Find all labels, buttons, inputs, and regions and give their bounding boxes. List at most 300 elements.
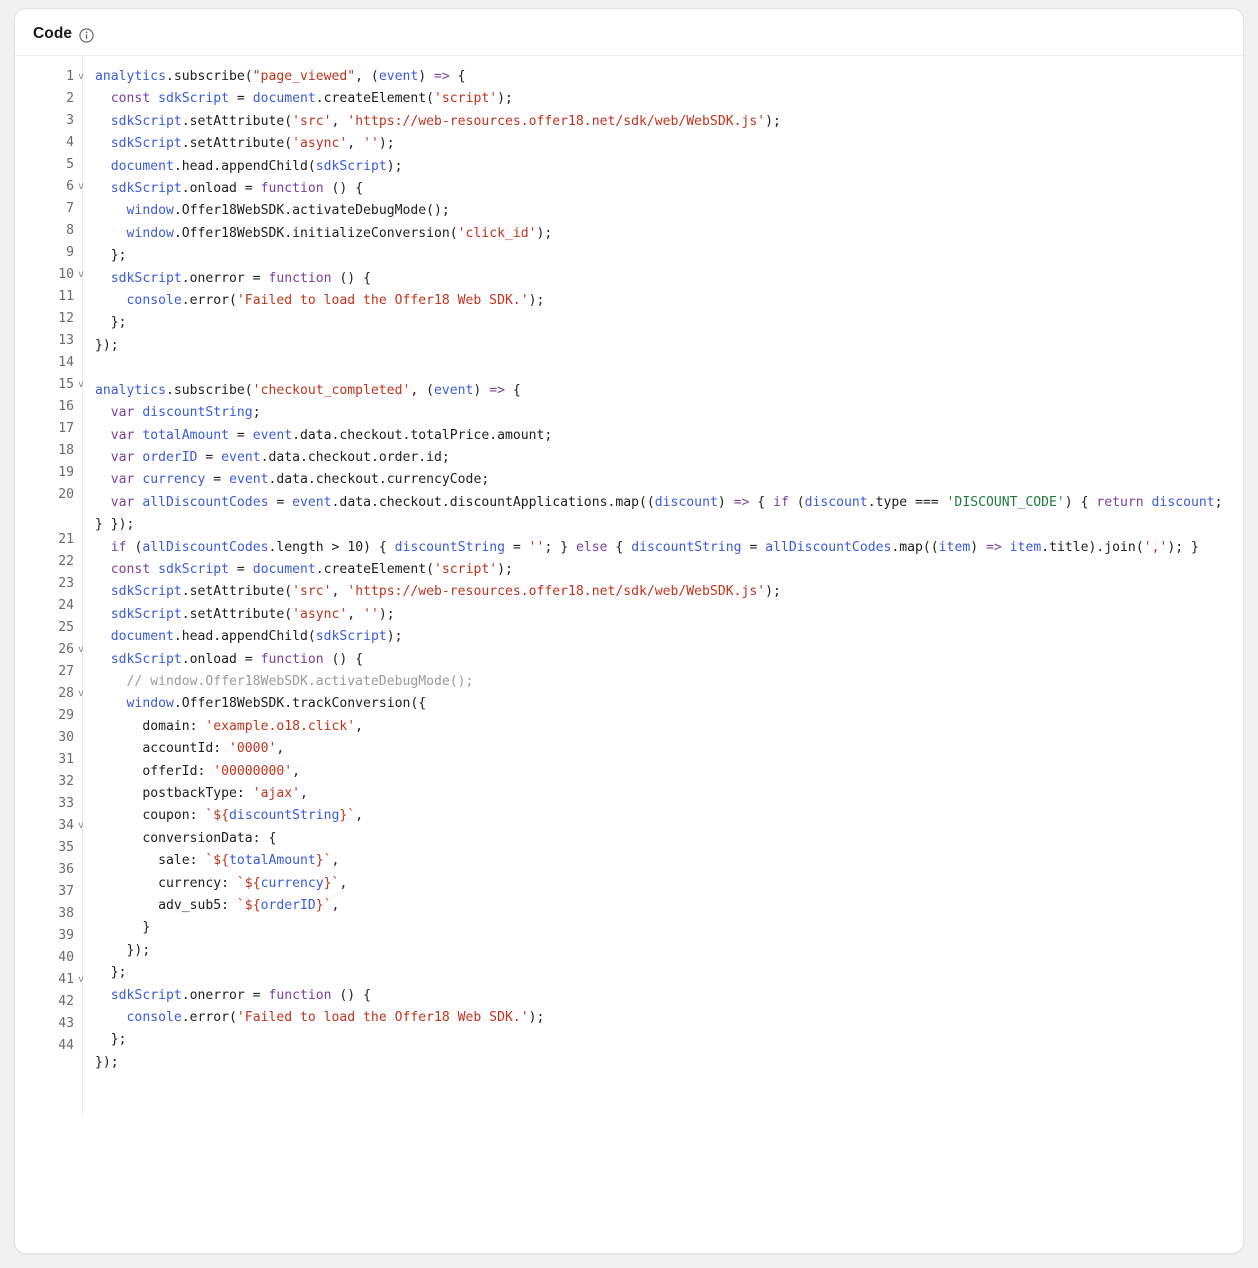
code-token: "page_viewed" xyxy=(252,69,356,84)
code-token: ); xyxy=(497,91,513,107)
code-token: => xyxy=(434,69,450,84)
page-title: Code xyxy=(33,25,73,42)
code-token: function xyxy=(260,181,324,197)
code-line xyxy=(95,716,1231,738)
code-token: 'src' xyxy=(292,113,332,129)
code-token: () { xyxy=(331,270,371,286)
code-line xyxy=(95,447,1231,469)
code-token: sdkScript xyxy=(315,158,387,174)
code-token: '' xyxy=(528,539,545,555)
line-number: 25 xyxy=(58,620,74,635)
code-line xyxy=(95,380,1231,402)
code-token: , xyxy=(331,113,348,129)
line-number: 13 xyxy=(58,333,74,348)
code-line xyxy=(95,492,1231,537)
code-token: 'script' xyxy=(434,91,498,107)
code-token xyxy=(1144,495,1152,510)
code-token: '' xyxy=(363,606,379,622)
code-token: var xyxy=(110,472,135,488)
code-token: if xyxy=(110,539,127,555)
code-token: .subscribe( xyxy=(165,69,253,84)
code-token: 'example.o18.click' xyxy=(205,718,356,734)
line-number: 26 v xyxy=(15,639,82,661)
code-line xyxy=(95,783,1231,805)
code-token: '' xyxy=(363,136,379,152)
code-token xyxy=(95,629,111,644)
code-token: 'checkout_completed' xyxy=(252,382,411,398)
code-token: 'click_id' xyxy=(457,225,537,241)
code-token xyxy=(95,226,127,241)
line-number: 8 xyxy=(66,223,74,238)
code-token: = xyxy=(229,561,253,577)
code-token: .error( xyxy=(181,293,237,309)
code-token: => xyxy=(986,539,1002,555)
code-token: .data.checkout.discountApplications.map(( xyxy=(331,494,655,510)
code-token: }` xyxy=(315,898,332,914)
code-token: ); xyxy=(378,136,395,152)
code-line xyxy=(95,828,1231,850)
code-token: .data.checkout.totalPrice.amount; xyxy=(292,427,553,443)
code-line xyxy=(95,223,1231,245)
code-line xyxy=(95,604,1231,626)
code-token: discount xyxy=(804,494,868,510)
code-token: , xyxy=(276,741,285,757)
code-token: sdkScript xyxy=(158,91,230,107)
code-token: window xyxy=(126,225,174,241)
code-line xyxy=(95,133,1231,155)
code-token: 'async' xyxy=(292,606,348,622)
code-token: , xyxy=(331,584,348,600)
code-token: `${ xyxy=(236,898,261,914)
code-line xyxy=(95,649,1231,671)
code-token: => xyxy=(733,494,750,510)
code-token: = xyxy=(505,539,529,555)
code-line xyxy=(95,66,1231,88)
code-token: sdkScript xyxy=(110,584,182,600)
code-line xyxy=(95,425,1231,447)
code-token: allDiscountCodes xyxy=(765,539,892,555)
line-number: 22 xyxy=(58,554,74,569)
line-number: 21 xyxy=(58,532,74,547)
code-token: else xyxy=(575,539,608,555)
code-token: }; xyxy=(95,965,127,981)
line-number: 27 xyxy=(58,664,74,679)
code-token: discountString xyxy=(631,539,742,555)
code-line xyxy=(95,1052,1231,1074)
code-token: => xyxy=(489,382,505,398)
code-token: discount xyxy=(654,494,718,510)
code-token: .data.checkout.order.id; xyxy=(260,449,450,465)
line-number: 18 xyxy=(58,443,74,458)
code-token: console xyxy=(126,1010,182,1026)
code-token: = xyxy=(741,539,766,555)
code-line xyxy=(95,537,1231,559)
line-number: 24 xyxy=(58,598,74,613)
code-token: event xyxy=(378,69,419,84)
code-token: ( xyxy=(788,494,805,510)
line-number: 3 xyxy=(66,113,74,128)
chevron-down-icon[interactable]: v xyxy=(77,644,84,655)
code-token xyxy=(95,540,111,555)
code-token: 'Failed to load the Offer18 Web SDK.' xyxy=(236,293,529,309)
code-line xyxy=(95,156,1231,178)
code-token: 'ajax' xyxy=(252,786,300,801)
code-token: analytics xyxy=(95,69,166,84)
code-token: () { xyxy=(323,651,364,667)
code-token: function xyxy=(260,651,324,667)
code-token: const xyxy=(110,561,151,577)
code-token: .head.appendChild( xyxy=(173,629,316,645)
code-line xyxy=(95,895,1231,917)
code-token: .setAttribute( xyxy=(181,113,293,129)
code-token: discountString xyxy=(142,405,253,421)
code-token: ; xyxy=(252,405,261,421)
code-token: }); xyxy=(95,942,151,958)
line-number: 10 v xyxy=(15,264,82,286)
chevron-down-icon[interactable]: v xyxy=(77,181,84,192)
code-token: `${ xyxy=(236,875,261,891)
code-token: .setAttribute( xyxy=(181,584,293,600)
code-token: ); xyxy=(386,629,403,645)
code-token: () { xyxy=(331,987,371,1003)
line-number: 36 xyxy=(58,862,74,877)
code-token: event xyxy=(221,449,261,465)
code-token: = xyxy=(268,494,293,510)
code-token: ); xyxy=(378,606,395,622)
code-token: .onerror = xyxy=(181,270,269,286)
code-token: .type === xyxy=(867,494,947,510)
code-line xyxy=(95,245,1231,267)
code-token: }` xyxy=(315,853,332,869)
code-token: sdkScript xyxy=(315,629,387,645)
code-token: , xyxy=(347,606,364,622)
line-number: 39 xyxy=(58,928,74,943)
code-token: offerId: xyxy=(95,763,214,779)
code-token xyxy=(150,91,158,106)
code-token: analytics xyxy=(95,382,166,398)
code-token: ; } }); xyxy=(95,494,1231,533)
code-token: 'script' xyxy=(434,561,498,577)
code-token: orderID xyxy=(260,898,316,914)
code-line xyxy=(95,671,1231,693)
code-line xyxy=(95,940,1231,962)
code-token: }; xyxy=(95,248,127,264)
line-number: 2 xyxy=(66,91,74,106)
code-token: orderID xyxy=(142,449,198,465)
code-token: ',' xyxy=(1143,539,1168,555)
code-token: .onload = xyxy=(181,651,261,667)
code-token: sdkScript xyxy=(110,270,182,286)
code-token xyxy=(95,181,111,196)
code-token: currency xyxy=(142,472,206,488)
code-token: sdkScript xyxy=(158,561,230,577)
code-token: sdkScript xyxy=(110,987,182,1003)
code-token xyxy=(95,696,127,711)
code-token: event xyxy=(229,472,269,488)
code-token: sdkScript xyxy=(110,606,182,622)
line-number: 28 v xyxy=(15,683,82,705)
chevron-down-icon[interactable]: v xyxy=(77,974,84,985)
line-number: 37 xyxy=(58,884,74,899)
code-token: discountString xyxy=(229,808,340,824)
line-number: 30 xyxy=(58,730,74,745)
code-token: }; xyxy=(95,315,127,331)
line-number: 4 xyxy=(66,135,74,150)
code-token: sdkScript xyxy=(110,113,182,129)
code-token: .onerror = xyxy=(181,987,269,1003)
code-token: currency xyxy=(260,875,324,891)
code-line xyxy=(95,111,1231,133)
line-number: 31 xyxy=(58,752,74,767)
code-line xyxy=(95,559,1231,581)
line-number: 40 xyxy=(58,950,74,965)
code-token: `${ xyxy=(205,808,230,824)
code-token: .Offer18WebSDK.trackConversion({ xyxy=(173,696,427,712)
chevron-down-icon[interactable]: v xyxy=(77,688,84,699)
code-token: ) xyxy=(970,539,986,555)
line-number: 15 v xyxy=(15,374,82,396)
code-token: }); xyxy=(95,337,119,353)
code-token: .head.appendChild( xyxy=(173,158,316,174)
line-number: 41 v xyxy=(15,969,82,991)
code-token: sdkScript xyxy=(110,651,182,667)
code-token xyxy=(150,562,158,577)
code-token: // window.Offer18WebSDK.activateDebugMode(); xyxy=(126,673,474,689)
code-token: }` xyxy=(323,875,340,891)
code-token: , xyxy=(331,853,340,869)
code-line xyxy=(95,873,1231,895)
code-token: }); xyxy=(95,1054,119,1070)
code-token: 'src' xyxy=(292,584,332,600)
code-token xyxy=(95,203,127,218)
code-token: .setAttribute( xyxy=(181,136,293,152)
code-content[interactable] xyxy=(83,56,1243,1114)
code-token: ) xyxy=(418,69,435,84)
line-number: 43 xyxy=(58,1016,74,1031)
code-token xyxy=(95,674,127,689)
line-number: 23 xyxy=(58,576,74,591)
code-line xyxy=(95,985,1231,1007)
code-token: var xyxy=(110,427,135,443)
code-token: .map(( xyxy=(891,539,939,555)
code-token: .setAttribute( xyxy=(181,606,293,622)
code-token: .title).join( xyxy=(1041,539,1144,555)
code-token: sale: xyxy=(95,853,206,869)
code-token xyxy=(95,136,111,151)
code-token: window xyxy=(126,696,174,712)
code-token: { xyxy=(749,494,774,510)
line-number: 1 v xyxy=(15,66,82,88)
code-token: conversionData: { xyxy=(95,830,277,846)
code-token: }` xyxy=(339,808,356,824)
code-token xyxy=(95,562,111,577)
code-line xyxy=(95,200,1231,222)
code-token: sdkScript xyxy=(110,136,182,152)
code-token: = xyxy=(229,91,253,107)
code-token: currency: xyxy=(95,875,237,891)
code-token: coupon: xyxy=(95,808,206,824)
code-token: { xyxy=(449,69,466,84)
code-token: , xyxy=(355,808,364,824)
code-token: ); xyxy=(765,584,781,600)
code-line xyxy=(95,693,1231,715)
code-token: postbackType: xyxy=(95,786,253,801)
line-number: 19 xyxy=(58,465,74,480)
code-token xyxy=(95,1010,127,1025)
code-line xyxy=(95,290,1231,312)
code-token: event xyxy=(252,427,293,443)
code-token: item xyxy=(938,539,971,555)
code-token xyxy=(95,988,111,1003)
code-line xyxy=(95,850,1231,872)
code-token xyxy=(95,159,111,174)
code-token: .onload = xyxy=(181,181,261,197)
code-line xyxy=(95,178,1231,200)
code-token: ); xyxy=(765,113,781,129)
code-token: { xyxy=(504,382,521,398)
code-token: { xyxy=(607,539,632,555)
code-token: = xyxy=(205,472,230,488)
code-token: discountString xyxy=(394,539,505,555)
info-circle-icon[interactable] xyxy=(79,28,94,43)
line-number: 29 xyxy=(58,708,74,723)
code-token: event xyxy=(434,382,474,398)
code-token: document xyxy=(252,561,316,577)
code-token: .length > 10) { xyxy=(268,539,395,555)
code-line xyxy=(95,805,1231,827)
code-token: ); } xyxy=(1167,539,1199,555)
code-line xyxy=(95,469,1231,491)
code-token: ); xyxy=(386,158,403,174)
code-token: , xyxy=(355,718,364,734)
code-token xyxy=(95,584,111,599)
code-token: accountId: xyxy=(95,741,230,757)
code-token: .error( xyxy=(181,1010,237,1026)
code-line xyxy=(95,761,1231,783)
chevron-down-icon[interactable]: v xyxy=(77,71,84,82)
code-line xyxy=(95,1029,1231,1051)
code-token: document xyxy=(252,91,316,107)
chevron-down-icon[interactable]: v xyxy=(77,379,84,390)
code-line xyxy=(95,962,1231,984)
code-token: ; } xyxy=(544,539,576,555)
code-token: 'DISCOUNT_CODE' xyxy=(946,494,1065,510)
code-token: return xyxy=(1096,494,1144,510)
code-token: 'async' xyxy=(292,136,348,152)
code-token: totalAmount xyxy=(229,853,316,869)
code-token xyxy=(95,405,111,420)
code-line xyxy=(95,335,1231,357)
code-token: document xyxy=(110,629,174,645)
code-token: .data.checkout.currencyCode; xyxy=(268,472,490,488)
code-token: function xyxy=(268,270,332,286)
code-token xyxy=(95,91,111,106)
code-token xyxy=(95,472,111,487)
code-token: function xyxy=(268,987,332,1003)
code-token: ) { xyxy=(1064,494,1097,510)
code-line xyxy=(95,268,1231,290)
code-token: = xyxy=(229,427,253,443)
code-token: totalAmount xyxy=(142,427,230,443)
line-number: 42 xyxy=(58,994,74,1009)
code-token xyxy=(95,114,111,129)
code-token: .createElement( xyxy=(315,561,435,577)
line-number: 5 xyxy=(66,157,74,172)
code-token: ) xyxy=(473,382,490,398)
code-card xyxy=(14,8,1244,1254)
code-token: ); xyxy=(536,225,553,241)
line-number: 11 xyxy=(58,289,74,304)
code-line xyxy=(95,738,1231,760)
code-token: 'https://web-resources.offer18.net/sdk/web/WebSDK.js' xyxy=(347,584,766,600)
code-token xyxy=(95,450,111,465)
card-header xyxy=(15,9,1243,55)
code-token: ); xyxy=(528,1010,545,1026)
code-token: const xyxy=(110,91,151,107)
code-line xyxy=(95,357,1231,379)
code-token: var xyxy=(110,449,135,465)
code-token: 'Failed to load the Offer18 Web SDK.' xyxy=(236,1010,529,1026)
code-token: .Offer18WebSDK.activateDebugMode(); xyxy=(173,203,450,219)
code-token: ) xyxy=(717,494,734,510)
code-token: var xyxy=(110,405,135,421)
code-token: item xyxy=(1009,539,1042,555)
code-token: .Offer18WebSDK.initializeConversion( xyxy=(173,225,458,241)
code-token: '0000' xyxy=(229,741,277,757)
code-token xyxy=(95,607,111,622)
line-number: 16 xyxy=(58,399,74,414)
code-token: allDiscountCodes xyxy=(142,494,269,510)
line-number: 7 xyxy=(66,201,74,216)
code-token: , xyxy=(300,786,308,801)
code-token xyxy=(95,293,127,308)
code-token: , xyxy=(347,136,364,152)
code-token: }; xyxy=(95,1032,127,1048)
code-token xyxy=(95,271,111,286)
code-token: document xyxy=(110,158,174,174)
code-line xyxy=(95,626,1231,648)
code-token: = xyxy=(197,449,222,465)
code-token: allDiscountCodes xyxy=(142,539,269,555)
code-editor[interactable] xyxy=(15,55,1243,1114)
chevron-down-icon[interactable]: v xyxy=(77,820,84,831)
line-number: 33 xyxy=(58,796,74,811)
code-token: '00000000' xyxy=(213,763,293,779)
line-number: 38 xyxy=(58,906,74,921)
code-line xyxy=(95,312,1231,334)
line-number: 12 xyxy=(58,311,74,326)
code-line xyxy=(95,88,1231,110)
code-token: var xyxy=(110,494,135,510)
chevron-down-icon[interactable]: v xyxy=(77,269,84,280)
line-number: 6 v xyxy=(15,176,82,198)
code-token: , ( xyxy=(410,382,434,398)
line-number: 20 xyxy=(58,487,74,502)
code-token: if xyxy=(773,494,789,510)
code-token: event xyxy=(292,494,332,510)
line-number-gutter xyxy=(15,56,83,1114)
code-token: ); xyxy=(497,561,513,577)
code-token xyxy=(95,495,111,510)
code-line xyxy=(95,1007,1231,1029)
code-token xyxy=(95,652,111,667)
code-line xyxy=(95,402,1231,424)
code-token: ); xyxy=(528,293,545,309)
line-number: 35 xyxy=(58,840,74,855)
code-token: sdkScript xyxy=(110,181,182,197)
code-token: , xyxy=(331,898,340,914)
code-token: window xyxy=(126,203,174,219)
